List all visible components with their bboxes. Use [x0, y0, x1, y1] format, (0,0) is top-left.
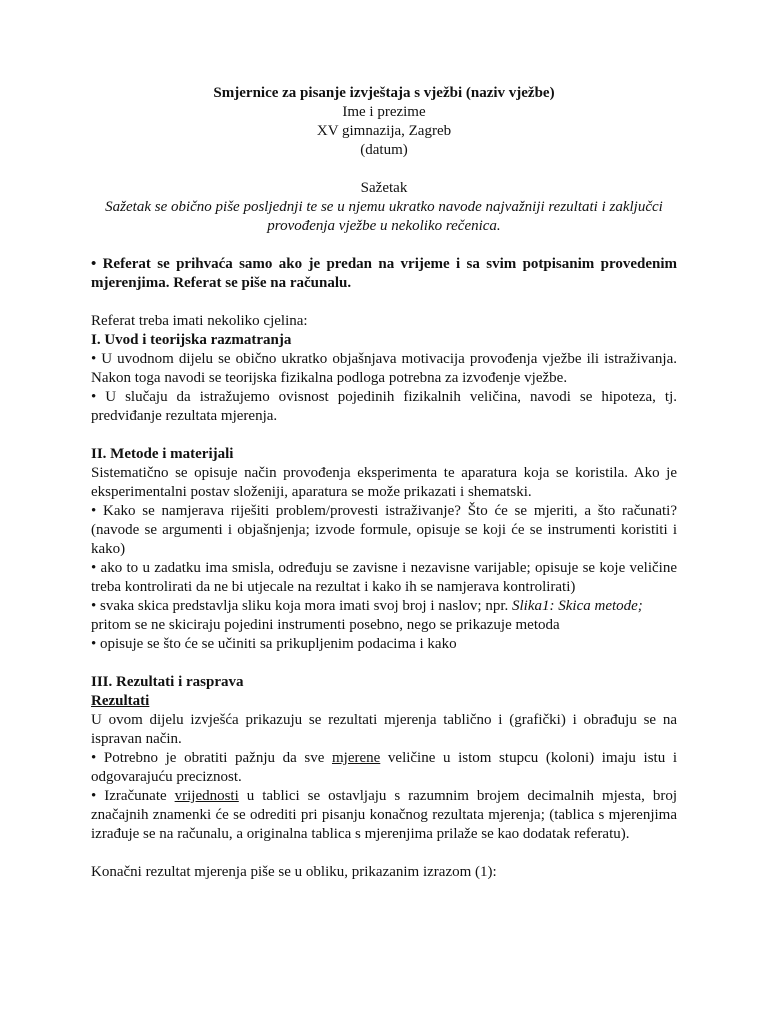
measured-underlined-word: mjerene	[331, 750, 381, 766]
document-date: (datum)	[360, 142, 408, 158]
spacer	[91, 654, 677, 673]
calculated-note-text: • Izračunate	[91, 788, 175, 804]
section-1-heading: I. Uvod i teorijska razmatranja	[91, 332, 292, 348]
spacer	[91, 160, 677, 179]
calculated-note-continuation: u tablici se ostavljaju s razumnim brojem decimalnih mjesta, broj značajnih znamenki će se odrediti pri pisanju konačnog rezultata mjerenja; (tablica s mjerenjima izrađuje se na računalu, a originalna tablica s mjerenjima prilaže se kao dodatak referatu).	[91, 788, 677, 842]
precision-note-text: • Potrebno je obratiti pažnju da sve	[91, 750, 332, 766]
summary-heading: Sažetak	[360, 180, 408, 196]
section-1-paragraph-1: • U uvodnom dijelu se obično ukratko objašnjava motivacija provođenja vježbe ili istraživanja. Nakon toga navodi se teorijska fizikalna podloga potrebna za izvođenje vježbe.	[91, 351, 677, 386]
document-title: Smjernice za pisanje izvještaja s vježbi (naziv vježbe)	[213, 85, 555, 101]
summary-text: Sažetak se obično piše posljednji te se u njemu ukratko navode najvažniji rezultati i zaključci provođenja vježbe u nekoliko rečenica.	[105, 199, 663, 234]
document-page	[91, 84, 677, 882]
final-result-paragraph: Konačni rezultat mjerenja piše se u obliku, prikazanim izrazom (1):	[91, 864, 497, 880]
section-2-heading: II. Metode i materijali	[91, 446, 234, 462]
spacer	[91, 844, 677, 863]
precision-note-continuation: veličine u istom stupcu (koloni) imaju istu i odgovarajuću preciznost.	[91, 750, 677, 785]
section-2-paragraph-3: • ako to u zadatku ima smisla, određuju se zavisne i nezavisne varijable; opisuje se koje veličine treba kontrolirati da ne bi utjecale na rezultat i kako ih se namjerava kontrolirati)	[91, 560, 677, 595]
section-2-paragraph-5: • opisuje se što će se učiniti sa prikupljenim podacima i kako	[91, 636, 457, 652]
section-2-paragraph-4	[91, 597, 677, 635]
section-3-paragraph-3	[91, 787, 677, 844]
values-underlined-word: vrijednosti	[174, 788, 239, 804]
spacer	[91, 426, 677, 445]
intro-paragraph: Referat treba imati nekoliko cjelina:	[91, 313, 308, 329]
sketch-note-text: • svaka skica predstavlja sliku koja mora imati svoj broj i naslov; npr.	[91, 598, 513, 614]
section-3-heading: III. Rezultati i rasprava	[91, 674, 244, 690]
author-name: Ime i prezime	[342, 104, 426, 120]
sketch-example-caption: Slika1: Skica metode;	[512, 598, 643, 614]
spacer	[91, 236, 677, 255]
results-subheading: Rezultati	[91, 693, 150, 709]
sketch-note-continuation: pritom se ne skiciraju pojedini instrumenti posebno, nego se prikazuje metoda	[91, 617, 560, 633]
spacer	[91, 293, 677, 312]
section-3-paragraph-1: U ovom dijelu izvješća prikazuju se rezultati mjerenja tablično i (grafički) i obrađuju se na ispravan način.	[91, 712, 677, 747]
section-1-paragraph-2: • U slučaju da istražujemo ovisnost pojedinih fizikalnih veličina, navodi se hipoteza, tj. predviđanje rezultata mjerenja.	[91, 389, 677, 424]
notice-paragraph: • Referat se prihvaća samo ako je predan na vrijeme i sa svim potpisanim provedenim mjerenjima. Referat se piše na računalu.	[91, 256, 677, 291]
section-2-paragraph-2: • Kako se namjerava riješiti problem/provesti istraživanje? Što će se mjeriti, a što računati? (navode se argumenti i objašnjenja; izvode formule, opisuje se koji će se instrumenti koristiti i kako)	[91, 503, 677, 557]
section-3-paragraph-2	[91, 749, 677, 787]
school-name: XV gimnazija, Zagreb	[316, 123, 452, 139]
section-2-paragraph-1: Sistematično se opisuje način provođenja eksperimenta te aparatura koja se koristila. Ako je eksperimentalni postav složeniji, aparatura se može prikazati i shematski.	[91, 465, 677, 500]
